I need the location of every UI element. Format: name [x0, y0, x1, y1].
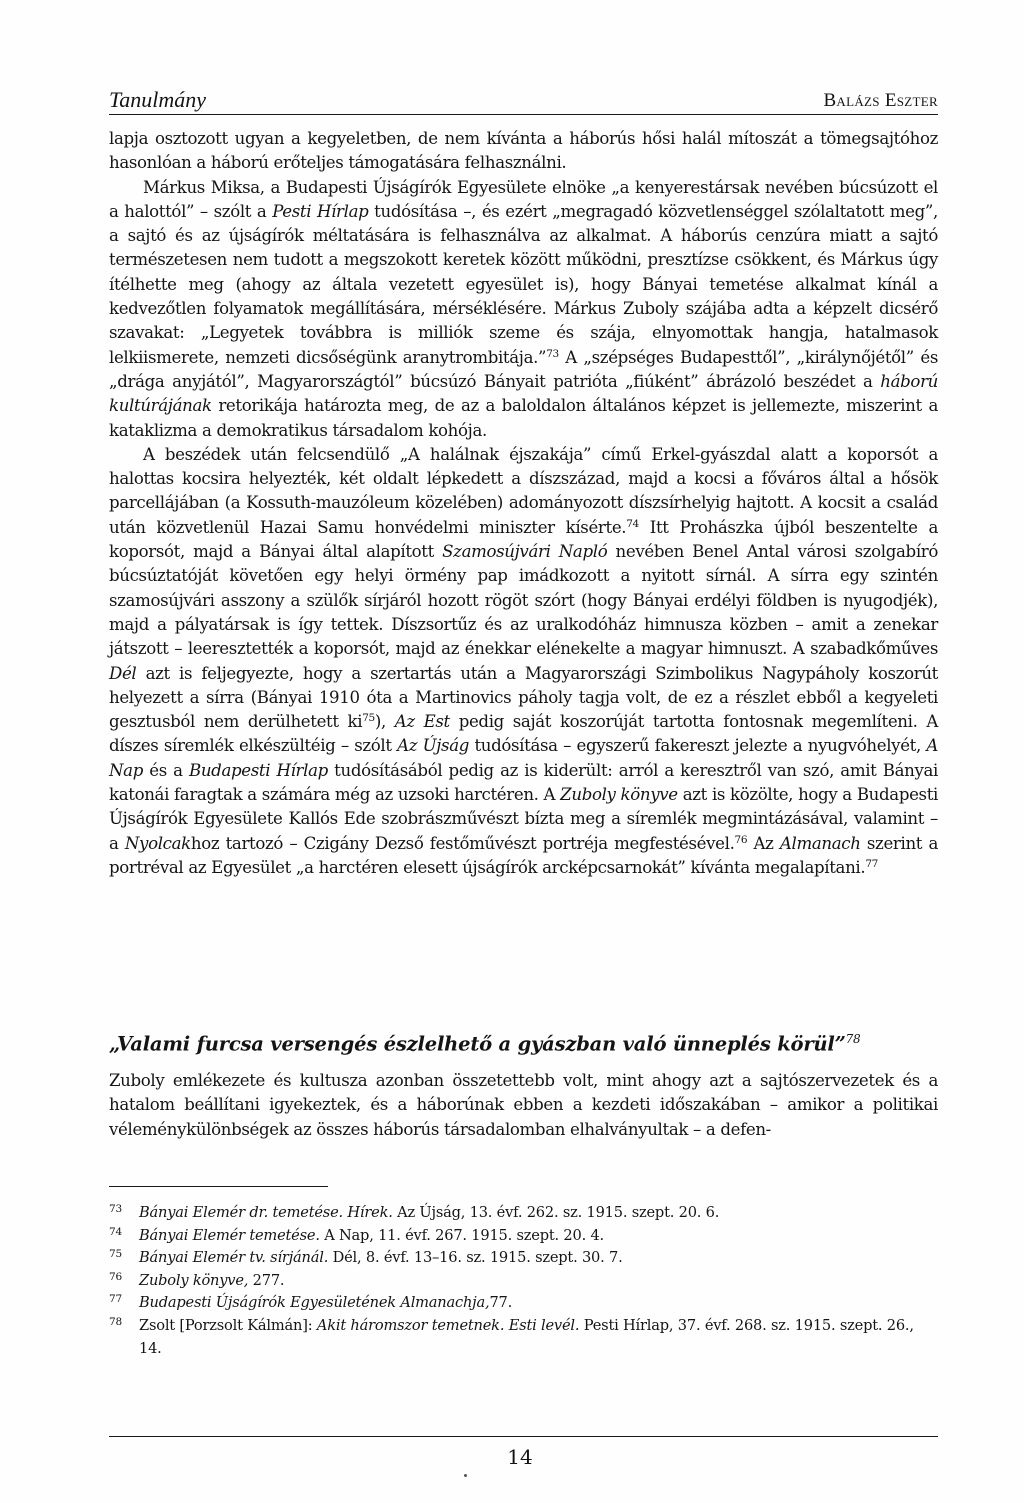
- footnote-75: 75 Bányai Elemér tv. sírjánál. Dél, 8. évf. 13–16. sz. 1915. szept. 30. 7.: [109, 1248, 623, 1267]
- footnotes: [109, 1202, 938, 1360]
- header-section-label: Tanulmány: [109, 87, 206, 112]
- paragraph-3: A beszédek után felcsendülő „A halálnak éjszakája” című Erkel-gyászdal alatt a koporsót a halottas kocsira helyezték, két oldalt lépkedett a díszszázad, majd a kocsi a főváros által a hősök parcellájában (a Kossuth-mauzóleum közelében) adományozott díszsírhelyig hajtott. A kocsit a család után közvetlenül Hazai Samu honvédelmi miniszter kísérte.$^{74}$ Itt Prohászka újból beszentelte a koporsót, majd a Bányai által alapított Szamosújvári Napló nevében Benel Antal városi szolgabíró búcsúztatóját követően egy helyi örmény pap imádkozott a nyitott sírnál. A sírra egy szintén szamosújvári asszony a szülők sírjáról hozott rögöt szórt (hogy Bányai erdélyi földben is nyugodjék), majd a pályatársak is így tettek. Díszsortűz és az uralkodóház himnusza közben – amit a zenekar játszott – leeresztették a koporsót, majd az énekkar elénekelte a magyar himnuszt. A szabadkőműves Dél azt is feljegyezte, hogy a szertartás után a Magyarországi Szimbolikus Nagypáholy koszorút helyezett a sírra (Bányai 1910 óta a Martinovics páholy tagja volt, de ez a részlet ebből a kegyeleti gesztusból nem derülhetett ki$^{75}$), Az Est pedig saját koszorúját tartotta fontosnak megemlíteni. A díszes síremlék elkészültéig – szólt Az Újság tudósítása – egyszerű fakereszt jelezte a nyugvóhelyét, A Nap és a Budapesti Hírlap tudósításából pedig az is kiderült: arról a keresztről van szó, amit Bányai katonái faragtak a számára még az uzsoki harctéren. A Zuboly könyve azt is közölte, hogy a Budapesti Újságírók Egyesülete Kallós Ede szobrászművészt bízta meg a síremlék megmintázásával, valamint – a Nyolcakhoz tartozó – Czigány Dezső festőművészt portréja megfestésével.$^{76}$ Az Almanach szerint a portréval az Egyesület „a harctéren elesett újságírók arcképcsarnokát” kívánta megalapítani.$^{77}$: [109, 444, 939, 877]
- body-text: [109, 127, 938, 880]
- section-paragraph-1: Zuboly emlékezete és kultusza azonban összetettebb volt, mint ahogy azt a sajtószervezetek és a hatalom beállítani igyekeztek, és a háborúnak ebben a kezdeti időszakában – amikor a politikai véleménykülönbségek az összes háborús társadalomban elhalványultak – a defen-: [109, 1071, 938, 1139]
- footer-rule: [109, 1436, 938, 1437]
- section-body: [109, 1069, 938, 1142]
- footnote-74: 74 Bányai Elemér temetése. A Nap, 11. évf. 267. 1915. szept. 20. 4.: [109, 1225, 604, 1244]
- section-heading: „Valami furcsa versengés észlelhető a gyászban való ünneplés körül”$^{78}$: [109, 1032, 861, 1056]
- footnote-76: 76 Zuboly könyve, 277.: [109, 1270, 285, 1289]
- footnote-77: 77 Budapesti Újságírók Egyesületének Almanachja,77.: [109, 1293, 513, 1312]
- footnote-ref-74[interactable]: 74: [626, 517, 639, 530]
- paragraph-2: Márkus Miksa, a Budapesti Újságírók Egyesülete elnöke „a kenyerestársak nevében búcsúzott el a halottól” – szólt a Pesti Hírlap tudósítása –, és ezért „megragadó közvetlenséggel szólaltatott meg”, a sajtó és az újságírók méltatására is felhasználva az alkalmat. A háborús cenzúra miatt a sajtó természetesen nem tudott a megszokott keretek között működni, presztízse csökkent, és Márkus úgy ítélhette meg (ahogy az általa vezetett egyesület is), hogy Bányai temetése alkalmat kínál a kedvezőtlen folyamatok megállítására, mérséklésére. Márkus Zuboly szájába adta a képzelt dicsérő szavakat: „Legyetek továbbra is milliók szeme és szája, elnyomottak hangja, hatalmasok lelkiismerete, nemzeti dicsőségünk aranytrombitája.”$^{73}$ A „szépséges Budapesttől”, „királynőjétől” és „drága anyjától”, Magyarországtól” búcsúzó Bányait patrióta „fiúként” ábrázoló beszédet a háború kultúrájának retorikája határozta meg, de az a baloldalon általános képzet is jellemezte, miszerint a kataklizma a demokratikus társadalom kohója.: [109, 177, 938, 440]
- page-number: 14: [507, 1445, 533, 1469]
- footnote-73: 73 Bányai Elemér dr. temetése. Hírek. Az Újság, 13. évf. 262. sz. 1915. szept. 20. 6.: [109, 1203, 720, 1221]
- footnote-ref-78[interactable]: 78: [845, 1032, 861, 1046]
- footnote-ref-75[interactable]: 75: [362, 712, 375, 725]
- footnote-ref-76[interactable]: 76: [734, 833, 748, 846]
- running-header: [109, 88, 938, 115]
- header-author: Balázs Eszter: [823, 90, 938, 111]
- footnote-separator: [109, 1186, 328, 1187]
- footnote-ref-73[interactable]: 73: [546, 347, 559, 360]
- footnote-ref-77[interactable]: 77: [865, 857, 878, 870]
- footnote-78: 78 Zsolt [Porzsolt Kálmán]: Akit háromszor temetnek. Esti levél. Pesti Hírlap, 37. évf. 268. sz. 1915. szept. 26., 14.: [109, 1315, 914, 1357]
- paragraph-1: lapja osztozott ugyan a kegyeletben, de nem kívánta a háborús hősi halál mítoszát a tömegsajtóhoz hasonlóan a háború erőteljes támogatására felhasználni.: [109, 129, 938, 173]
- scan-speck: [464, 1474, 467, 1477]
